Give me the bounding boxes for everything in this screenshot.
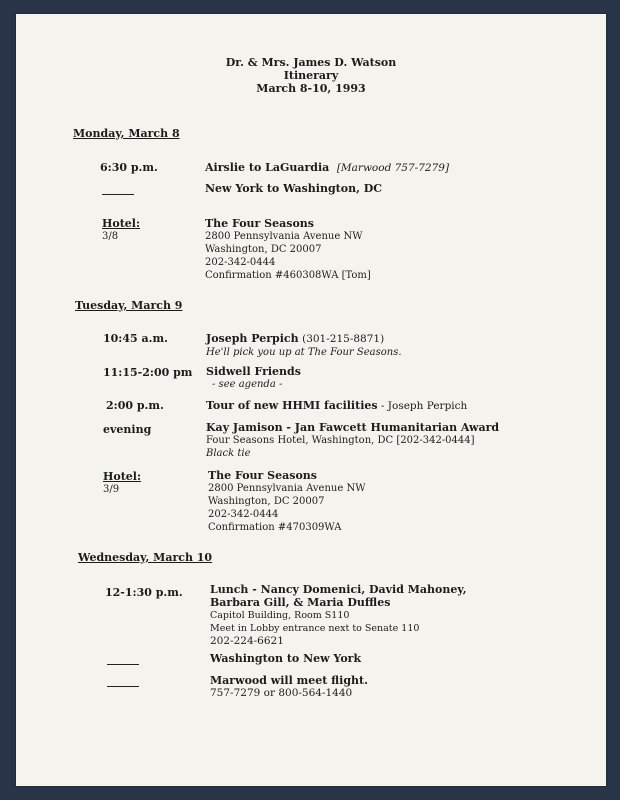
wednesday-entry-1-main-line2: Barbara Gill, & Maria Duffles	[210, 596, 391, 609]
tuesday-entry-2	[206, 365, 301, 391]
header-dates: March 8-10, 1993	[256, 82, 366, 95]
wednesday-entry-1-meeting-point: Meet in Lobby entrance next to Senate 110	[210, 623, 420, 634]
document-page	[16, 14, 606, 786]
monday-hotel-label-text: Hotel:	[102, 217, 141, 230]
monday-entry-1-main: Airslie to LaGuardia	[205, 161, 330, 174]
tuesday-entry-3-extra: - Joseph Perpich	[377, 400, 468, 412]
tuesday-entry-2-note: - see agenda -	[212, 379, 283, 390]
tuesday-entry-1-phone: (301-215-8871)	[302, 333, 385, 345]
monday-entry-1	[205, 161, 449, 175]
monday-entry-2-main: New York to Washington, DC	[205, 182, 383, 195]
monday-hotel-confirmation: Confirmation #460308WA [Tom]	[205, 270, 371, 281]
tuesday-entry-4	[206, 421, 499, 460]
tuesday-entry-1-main: Joseph Perpich	[206, 332, 299, 345]
wednesday-blank-time-1	[107, 664, 139, 665]
monday-hotel-details	[205, 217, 371, 282]
tuesday-entry-1	[206, 332, 402, 359]
monday-entry-2	[205, 182, 382, 195]
monday-heading: Monday, March 8	[73, 127, 180, 140]
wednesday-blank-time-2	[107, 686, 139, 687]
tuesday-time-1: 10:45 a.m.	[103, 332, 168, 345]
wednesday-time-1: 12-1:30 p.m.	[105, 586, 183, 599]
tuesday-hotel-date: 3/9	[103, 484, 120, 495]
wednesday-entry-1-location: Capitol Building, Room S110	[210, 610, 350, 621]
tuesday-time-3: 2:00 p.m.	[106, 399, 164, 412]
monday-hotel-addr1: 2800 Pennsylvania Avenue NW	[205, 231, 363, 242]
tuesday-hotel-label-text: Hotel:	[103, 470, 142, 483]
tuesday-entry-2-main: Sidwell Friends	[206, 365, 301, 378]
tuesday-entry-4-main: Kay Jamison - Jan Fawcett Humanitarian Award	[206, 421, 500, 434]
wednesday-entry-1-phone: 202-224-6621	[210, 635, 284, 647]
header-name: Dr. & Mrs. James D. Watson	[225, 56, 397, 69]
tuesday-hotel-details	[208, 469, 365, 534]
tuesday-hotel-addr1: 2800 Pennsylvania Avenue NW	[208, 483, 366, 494]
wednesday-entry-3-phone: 757-7279 or 800-564-1440	[210, 687, 353, 699]
wednesday-entry-2	[210, 652, 361, 665]
tuesday-time-4: evening	[103, 423, 152, 436]
header-title: Itinerary	[283, 69, 339, 82]
monday-entry-1-note: [Marwood 757-7279]	[336, 162, 450, 174]
tuesday-hotel-confirmation: Confirmation #470309WA	[208, 522, 342, 533]
wednesday-entry-1	[210, 583, 467, 648]
tuesday-hotel-name: The Four Seasons	[208, 469, 317, 482]
tuesday-hotel-addr2: Washington, DC 20007	[208, 496, 325, 507]
tuesday-entry-4-location: Four Seasons Hotel, Washington, DC [202-342-0444]	[206, 435, 475, 446]
monday-hotel-addr2: Washington, DC 20007	[205, 244, 322, 255]
tuesday-entry-3-main: Tour of new HHMI facilities	[206, 399, 378, 412]
wednesday-entry-1-main-line1: Lunch - Nancy Domenici, David Mahoney,	[210, 583, 467, 596]
tuesday-entry-1-note: He'll pick you up at The Four Seasons.	[206, 347, 402, 358]
wednesday-entry-3	[210, 674, 368, 700]
monday-hotel-phone: 202-342-0444	[205, 257, 276, 268]
tuesday-hotel-phone: 202-342-0444	[208, 509, 279, 520]
monday-time-1: 6:30 p.m.	[100, 161, 158, 174]
monday-hotel-date: 3/8	[102, 231, 119, 242]
monday-hotel-name: The Four Seasons	[205, 217, 314, 230]
wednesday-heading: Wednesday, March 10	[78, 551, 213, 564]
wednesday-entry-2-main: Washington to New York	[210, 652, 362, 665]
monday-hotel-label	[102, 217, 140, 243]
tuesday-hotel-label	[103, 470, 141, 496]
monday-blank-time	[102, 194, 134, 195]
tuesday-time-2: 11:15-2:00 pm	[103, 366, 193, 379]
tuesday-heading: Tuesday, March 9	[75, 299, 183, 312]
tuesday-entry-4-note: Black tie	[206, 448, 251, 459]
wednesday-entry-3-main: Marwood will meet flight.	[210, 674, 368, 687]
tuesday-entry-3	[206, 399, 467, 413]
